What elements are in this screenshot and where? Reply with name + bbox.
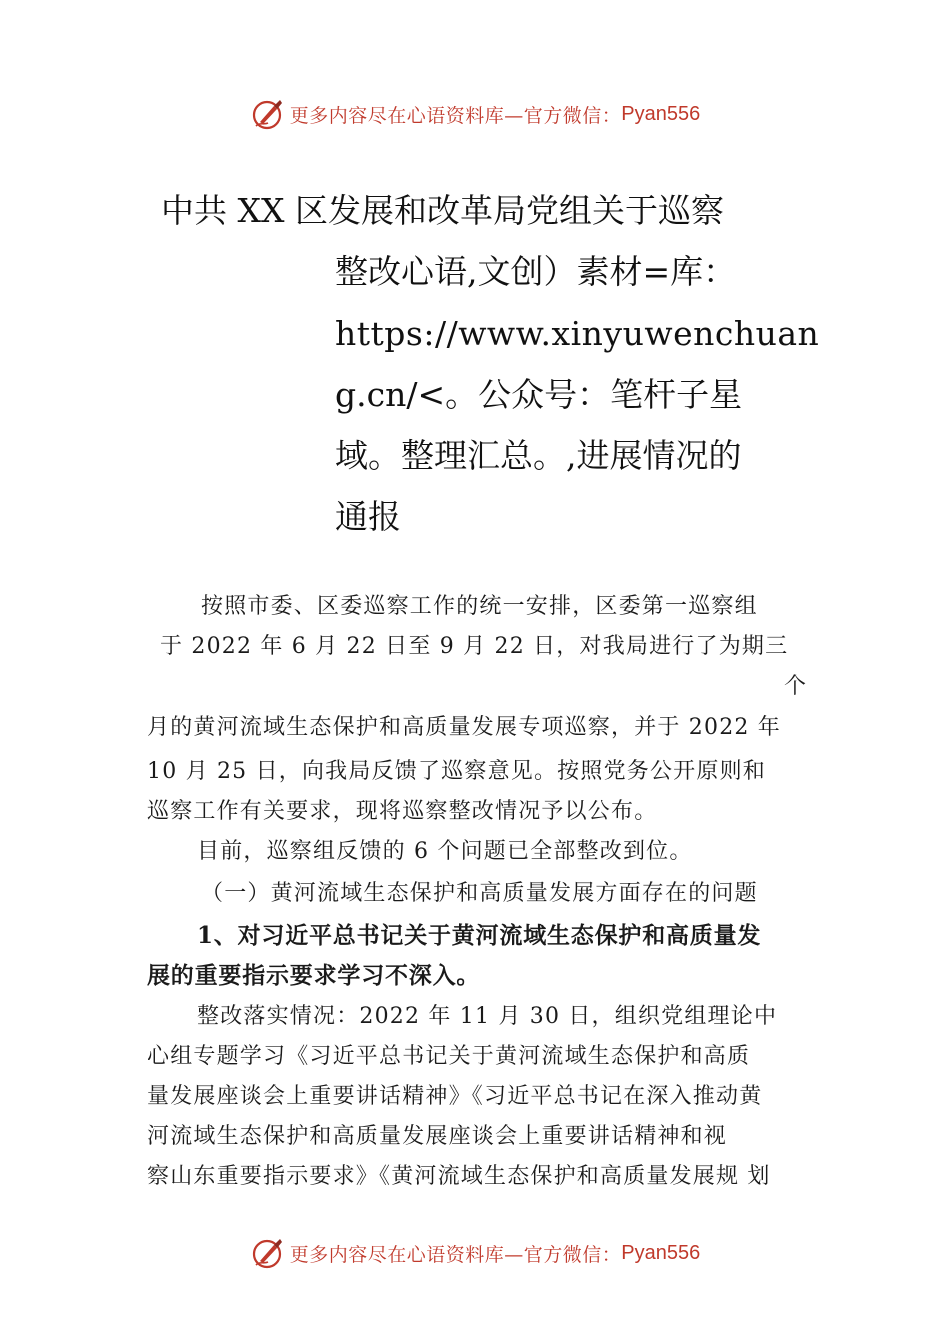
body-line-4: 月的黄河流域生态保护和高质量发展专项巡察，并于 2022 年: [147, 715, 781, 740]
body-line-11: 整改落实情况：2022 年 11 月 30 日，组织党组理论中: [197, 1004, 778, 1029]
title-line-5: 域。整理汇总。,进展情况的: [335, 436, 742, 475]
banner-text: 更多内容尽在心语资料库—官方微信：: [289, 104, 622, 127]
footer-banner: [0, 1233, 950, 1273]
body-line-3: 个: [784, 674, 808, 699]
banner-text: 更多内容尽在心语资料库—官方微信：: [289, 1243, 622, 1266]
banner-wechat-id: Pyan556: [621, 1241, 701, 1264]
pen-logo-icon: [250, 96, 286, 132]
title-line-4: g.cn/<。公众号：笔杆子星: [335, 375, 743, 414]
title-line-3: https://www.xinyuwenchuan: [335, 314, 820, 353]
section-heading-1: （一）黄河流域生态保护和高质量发展方面存在的问题: [201, 881, 758, 906]
pen-logo-icon: [250, 1235, 286, 1271]
body-line-1: 按照市委、区委巡察工作的统一安排，区委第一巡察组: [201, 594, 758, 619]
header-banner: [0, 94, 950, 134]
body-line-12: 心组专题学习《习近平总书记关于黄河流域生态保护和高质: [147, 1044, 751, 1069]
body-line-6: 巡察工作有关要求，现将巡察整改情况予以公布。: [147, 799, 658, 824]
body-line-13: 量发展座谈会上重要讲话精神》《习近平总书记在深入推动黄: [147, 1084, 763, 1109]
banner-wechat-id: Pyan556: [621, 102, 701, 125]
body-line-14: 河流域生态保护和高质量发展座谈会上重要讲话精神和视: [147, 1124, 728, 1149]
title-line-6: 通报: [335, 497, 401, 536]
body-line-7: 目前，巡察组反馈的 6 个问题已全部整改到位。: [197, 839, 693, 864]
title-line-1: 中共 XX 区发展和改革局党组关于巡察: [161, 191, 724, 230]
body-line-5: 10 月 25 日，向我局反馈了巡察意见。按照党务公开原则和: [147, 759, 766, 784]
title-line-2: 整改心语,文创）素材=库：: [335, 252, 737, 291]
issue-heading-1a: 1、对习近平总书记关于黄河流域生态保护和高质量发: [197, 922, 762, 949]
body-line-2: 于 2022 年 6 月 22 日至 9 月 22 日，对我局进行了为期三: [160, 634, 789, 659]
body-line-15: 察山东重要指示要求》《黄河流域生态保护和高质量发展规 划: [147, 1164, 771, 1189]
issue-heading-1b: 展的重要指示要求学习不深入。: [147, 962, 481, 989]
